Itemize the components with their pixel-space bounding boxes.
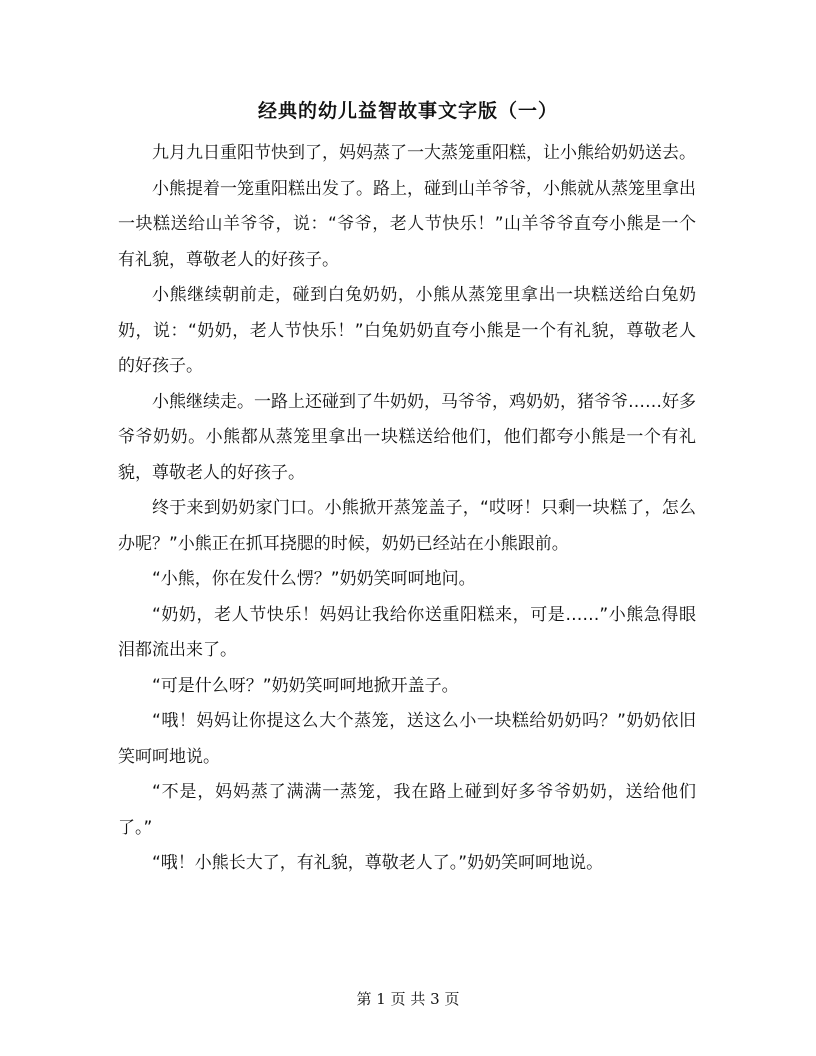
paragraph: “可是什么呀？”奶奶笑呵呵地掀开盖子。 — [152, 675, 459, 696]
paragraph: “哦！妈妈让你提这么大个蒸笼，送这么小一块糕给奶奶吗？”奶奶依旧笑呵呵地说。 — [118, 711, 696, 767]
story-body — [118, 136, 696, 882]
document-title: 经典的幼儿益智故事文字版（一） — [257, 100, 558, 122]
paragraph: 小熊继续朝前走，碰到白兔奶奶，小熊从蒸笼里拿出一块糕送给白兔奶奶，说：“奶奶，老人节快乐！”白兔奶奶直夸小熊是一个有礼貌，尊敬老人的好孩子。 — [118, 285, 696, 376]
page-number-footer: 第 1 页 共 3 页 — [356, 990, 460, 1008]
paragraph: “奶奶，老人节快乐！妈妈让我给你送重阳糕来，可是……”小熊急得眼泪都流出来了。 — [118, 604, 696, 660]
paragraph: “小熊，你在发什么愣？”奶奶笑呵呵地问。 — [152, 569, 476, 589]
paragraph: 小熊继续走。一路上还碰到了牛奶奶，马爷爷，鸡奶奶，猪爷爷……好多爷爷奶奶。小熊都从蒸笼里拿出一块糕送给他们，他们都夸小熊是一个有礼貌，尊敬老人的好孩子。 — [118, 391, 696, 483]
paragraph: 终于来到奶奶家门口。小熊掀开蒸笼盖子，“哎呀！只剩一块糕了，怎么办呢？”小熊正在抓耳挠腮的时候，奶奶已经站在小熊跟前。 — [118, 498, 696, 554]
paragraph: 九月九日重阳节快到了，妈妈蒸了一大蒸笼重阳糕，让小熊给奶奶送去。 — [152, 143, 696, 163]
paragraph: “不是，妈妈蒸了满满一蒸笼，我在路上碰到好多爷爷奶奶，送给他们了。” — [118, 782, 696, 838]
paragraph: 小熊提着一笼重阳糕出发了。路上，碰到山羊爷爷，小熊就从蒸笼里拿出一块糕送给山羊爷爷，说：“爷爷，老人节快乐！”山羊爷爷直夸小熊是一个有礼貌，尊敬老人的好孩子。 — [118, 178, 696, 270]
paragraph: “哦！小熊长大了，有礼貌，尊敬老人了。”奶奶笑呵呵地说。 — [152, 853, 604, 873]
